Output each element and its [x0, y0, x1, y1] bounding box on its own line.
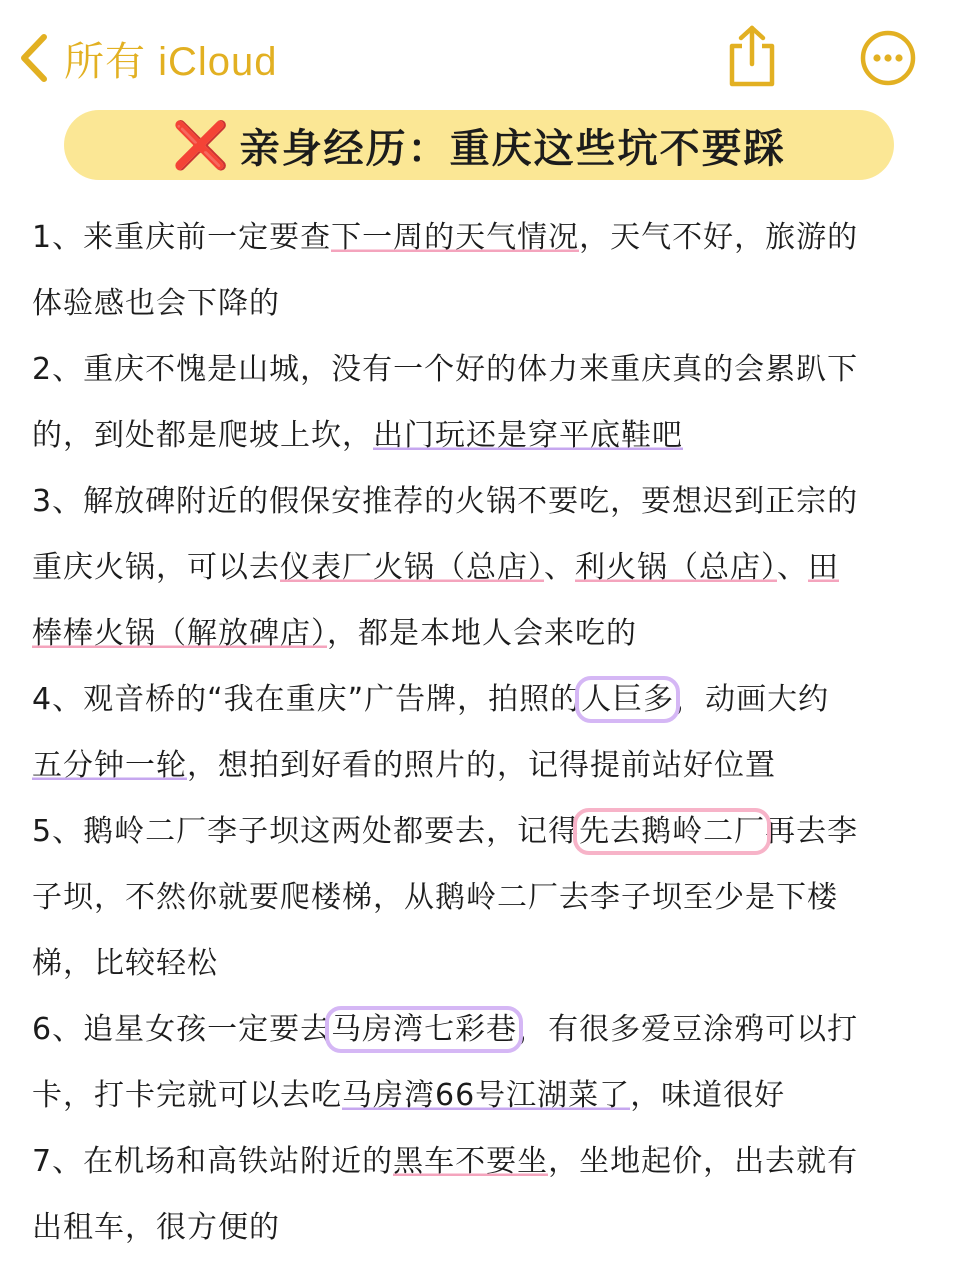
note-text: 6、追星女孩一定要去: [32, 1012, 332, 1047]
note-item-5: [32, 799, 937, 997]
underlined-text: 仪表厂火锅（总店）: [280, 550, 544, 585]
underlined-text: 五分钟一轮: [32, 748, 187, 783]
note-text: 体验感也会下降的: [32, 286, 280, 321]
chevron-left-icon: [18, 33, 48, 83]
note-text: 1、来重庆前一定要查: [32, 220, 332, 255]
note-title: 亲身经历：重庆这些坑不要踩: [239, 125, 786, 172]
note-item-3: [32, 469, 937, 667]
note-item-4: [32, 667, 937, 799]
note-text: 出租车，很方便的: [32, 1210, 280, 1245]
underlined-text: 黑车不要坐: [393, 1144, 549, 1179]
underlined-text: 出门玩还是穿平底鞋吧: [373, 418, 683, 453]
note-text: ，坐地起价，出去就有: [548, 1144, 859, 1179]
note-body[interactable]: [32, 205, 937, 1261]
note-text: 子坝，不然你就要爬楼梯，从鹅岭二厂去李子坝至少是下楼: [32, 880, 838, 915]
note-line: [32, 337, 937, 403]
note-line: [32, 997, 937, 1063]
note-line: [32, 1195, 937, 1261]
note-line: [32, 865, 937, 931]
note-line: [32, 931, 937, 997]
note-line: [32, 601, 937, 667]
note-text: 2、重庆不愧是山城，没有一个好的体力来重庆真的会累趴下: [32, 352, 859, 387]
note-item-1: [32, 205, 937, 337]
note-text: 3、解放碑附近的假保安推荐的火锅不要吃，要想迟到正宗的: [32, 484, 859, 519]
note-item-7: [32, 1129, 937, 1261]
note-title-banner: [64, 110, 894, 180]
note-text: 5、鹅岭二厂李子坝这两处都要去，记得: [32, 814, 580, 849]
note-line: [32, 205, 937, 271]
circled-text: 先去鹅岭二厂: [579, 814, 766, 849]
back-label: 所有 iCloud: [64, 39, 278, 84]
note-line: [32, 535, 937, 601]
note-line: [32, 1129, 937, 1195]
note-text: 重庆火锅，可以去: [32, 550, 280, 585]
back-button[interactable]: [18, 28, 278, 88]
note-item-2: [32, 337, 937, 469]
note-text: ，想拍到好看的照片的，记得提前站好位置: [187, 748, 776, 783]
note-text: 、: [777, 550, 808, 585]
share-icon: [722, 24, 782, 88]
note-line: [32, 271, 937, 337]
note-line: [32, 403, 937, 469]
more-icon: [858, 28, 918, 88]
note-text: ，天气不好，旅游的: [579, 220, 859, 255]
share-button[interactable]: [722, 24, 782, 92]
note-text: ，有很多爱豆涂鸦可以打: [517, 1012, 859, 1047]
circled-text: 人巨多: [581, 682, 675, 717]
note-text: ，动画大约: [674, 682, 830, 717]
circled-text: 马房湾七彩巷: [331, 1012, 518, 1047]
note-text: ，都是本地人会来吃的: [327, 616, 637, 651]
note-text: 4、观音桥的“我在重庆”广告牌，拍照的: [32, 682, 582, 717]
note-text: 、: [544, 550, 575, 585]
note-line: [32, 469, 937, 535]
underlined-text: 下一周的天气情况: [331, 220, 580, 255]
note-line: [32, 1063, 937, 1129]
note-text: 的，到处都是爬坡上坎，: [32, 418, 373, 453]
underlined-text: 马房湾66号江湖菜了: [342, 1078, 631, 1113]
note-text: 7、在机场和高铁站附近的: [32, 1144, 394, 1179]
note-line: [32, 799, 937, 865]
underlined-text: 利火锅（总店）: [575, 550, 777, 585]
note-line: [32, 667, 937, 733]
underlined-text: 田: [808, 550, 839, 585]
note-item-6: [32, 997, 937, 1129]
note-text: 梯，比较轻松: [32, 946, 218, 981]
note-line: [32, 733, 937, 799]
note-text: 卡，打卡完就可以去吃: [32, 1078, 342, 1113]
navigation-bar: [0, 0, 960, 110]
underlined-text: 棒棒火锅（解放碑店）: [32, 616, 327, 651]
note-text: ，味道很好: [630, 1078, 786, 1113]
note-text: 再去李: [765, 814, 859, 849]
cross-mark-icon: ❌: [172, 118, 230, 172]
more-button[interactable]: [858, 28, 918, 92]
